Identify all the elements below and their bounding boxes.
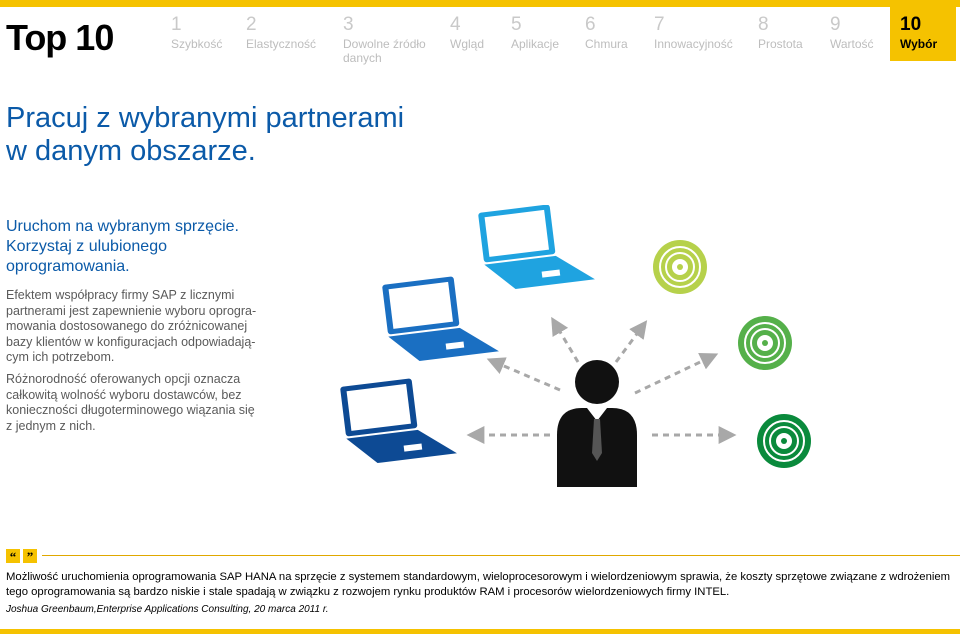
page-title bbox=[6, 102, 404, 168]
subheading: Uruchom na wybranym sprzęcie. Korzystaj z ulubionego oprogramowania. bbox=[6, 218, 239, 275]
bottom-accent-bar bbox=[0, 629, 960, 634]
nav-item-innowacyjnosc[interactable] bbox=[654, 15, 733, 51]
nav-item-elastycznosc[interactable] bbox=[246, 15, 316, 51]
quote-open-icon: “ bbox=[6, 549, 20, 563]
nav-item-dowolne-zrodlo-danych[interactable] bbox=[343, 15, 433, 65]
nav-label: Aplikacje bbox=[511, 37, 560, 51]
nav-label: Szybkość bbox=[171, 37, 223, 51]
nav-label: Wgląd bbox=[450, 37, 485, 51]
top-accent-bar bbox=[0, 0, 960, 7]
body-paragraph-2: Różnorodność oferowanych opcji oznacza całkowitą wolność wyboru dostawców, bez konieczności długoterminowego wiązania się z jednym z nich. bbox=[6, 372, 255, 433]
nav-number: 9 bbox=[830, 14, 841, 35]
nav-label: Chmura bbox=[585, 37, 628, 51]
brand-title: Top 10 bbox=[6, 17, 114, 58]
nav-number: 4 bbox=[450, 14, 461, 35]
laptop-icon bbox=[340, 374, 457, 467]
nav-number: 1 bbox=[171, 14, 182, 35]
nav-item-aplikacje[interactable] bbox=[511, 15, 559, 51]
nav-number: 7 bbox=[654, 14, 665, 35]
laptop-icon bbox=[478, 205, 595, 292]
choice-illustration bbox=[330, 205, 960, 495]
nav-label: Wartość bbox=[830, 37, 874, 51]
nav-number: 2 bbox=[246, 14, 257, 35]
disc-icon bbox=[653, 240, 707, 294]
quote-text: Możliwość uruchomienia oprogramowania SAP HANA na sprzęcie z systemem standardowym, wieloprocesorowym i wielordzeniowym sprawia, że koszty sprzętowe związane z wdrożeniem tego oprogramowania są bardzo niskie i stale spadają w związku z rozwojem rynku produktów RAM i procesorów wielordzeniowych firmy INTEL. bbox=[6, 571, 951, 598]
nav-item-wybor[interactable] bbox=[890, 7, 956, 61]
top-navigation bbox=[0, 7, 960, 67]
disc-icon bbox=[738, 316, 792, 370]
nav-label: Prostota bbox=[758, 37, 803, 51]
arrow-to-disc-middle bbox=[635, 355, 715, 393]
laptop-icon bbox=[382, 272, 499, 365]
nav-label: Wybór bbox=[900, 37, 938, 51]
nav-label: Elastyczność bbox=[246, 37, 317, 51]
quote-citation: Joshua Greenbaum,Enterprise Applications Consulting, 20 marca 2011 r. bbox=[6, 604, 329, 615]
nav-item-wartosc[interactable] bbox=[830, 15, 874, 51]
nav-label: Dowolne źródło danych bbox=[343, 37, 426, 65]
disc-icon bbox=[757, 414, 811, 468]
quote-icon bbox=[6, 549, 37, 563]
nav-number: 8 bbox=[758, 14, 769, 35]
person-icon bbox=[557, 360, 637, 487]
arrow-to-laptop-middle bbox=[490, 360, 560, 390]
arrow-to-disc-top bbox=[616, 323, 645, 362]
body-paragraph-1: Efektem współpracy firmy SAP z licznymi partnerami jest zapewnienie wyboru oprogra-mowania dostosowanego do zróżnicowanej bazy klientów w konfiguracjach odpowiadają-cym ich potrzebom. bbox=[6, 288, 257, 365]
quote-divider bbox=[42, 555, 960, 556]
nav-number: 10 bbox=[900, 14, 922, 35]
nav-number: 5 bbox=[511, 14, 522, 35]
page-title-line-1: Pracuj z wybranymi partnerami bbox=[6, 102, 405, 134]
nav-label: Innowacyjność bbox=[654, 37, 733, 51]
nav-item-szybkosc[interactable] bbox=[171, 15, 222, 51]
nav-item-chmura[interactable] bbox=[585, 15, 628, 51]
quote-close-icon: ” bbox=[23, 549, 37, 563]
nav-item-wglad[interactable] bbox=[450, 15, 484, 51]
arrow-to-laptop-top bbox=[553, 320, 578, 362]
page-title-line-2: w danym obszarze. bbox=[6, 135, 256, 167]
nav-number: 6 bbox=[585, 14, 596, 35]
nav-item-prostota[interactable] bbox=[758, 15, 803, 51]
nav-number: 3 bbox=[343, 14, 354, 35]
